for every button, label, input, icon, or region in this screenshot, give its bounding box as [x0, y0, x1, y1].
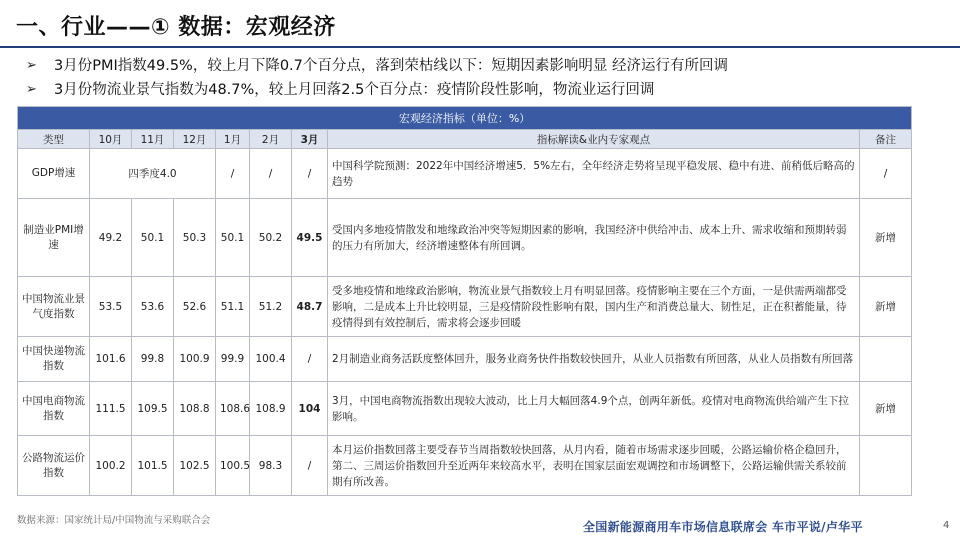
bullet-text: 3月份物流业景气指数为48.7%，较上月回落2.5个百分点：疫情阶段性影响，物流业运行回调	[54, 82, 655, 98]
arrow-bullet-icon: ➢	[26, 82, 37, 97]
cell-value: 111.5	[90, 382, 132, 436]
cell-value: /	[216, 149, 250, 199]
row-type: 中国物流业景气度指数	[18, 277, 90, 337]
column-header: 12月	[174, 130, 216, 149]
bullet-item	[26, 78, 728, 102]
table-row	[18, 382, 912, 436]
table-caption: 宏观经济指标（单位：%）	[18, 107, 912, 130]
column-header: 1月	[216, 130, 250, 149]
title-divider	[0, 46, 960, 48]
cell-value: /	[250, 149, 292, 199]
cell-value: 108.9	[250, 382, 292, 436]
bullet-item	[26, 54, 728, 78]
row-type: 制造业PMI增速	[18, 199, 90, 277]
cell-value: 100.2	[90, 436, 132, 496]
row-type: 中国快递物流指数	[18, 337, 90, 382]
cell-value: 52.6	[174, 277, 216, 337]
cell-value: 102.5	[174, 436, 216, 496]
cell-description: 中国科学院预测：2022年中国经济增速5．5%左右，全年经济走势将呈现平稳发展、稳中有进、前稍低后略高的趋势	[328, 149, 860, 199]
page-number: 4	[943, 520, 950, 531]
cell-note: 新增	[860, 277, 912, 337]
cell-note	[860, 337, 912, 382]
column-header-current-month: 3月	[292, 130, 328, 149]
cell-value: 98.3	[250, 436, 292, 496]
column-header: 11月	[132, 130, 174, 149]
cell-value-current: 104	[292, 382, 328, 436]
page-title: 一、行业——① 数据：宏观经济	[16, 15, 336, 40]
cell-note: 新增	[860, 199, 912, 277]
arrow-bullet-icon: ➢	[26, 58, 37, 73]
cell-value: 49.2	[90, 199, 132, 277]
cell-value: 50.1	[132, 199, 174, 277]
cell-value: 99.9	[216, 337, 250, 382]
cell-value: 50.3	[174, 199, 216, 277]
cell-value-current: /	[292, 436, 328, 496]
column-header: 10月	[90, 130, 132, 149]
cell-value: 四季度4.0	[90, 149, 216, 199]
cell-value: 99.8	[132, 337, 174, 382]
column-header: 2月	[250, 130, 292, 149]
cell-note: /	[860, 149, 912, 199]
cell-value: 108.6	[216, 382, 250, 436]
table-row	[18, 337, 912, 382]
cell-value: 101.6	[90, 337, 132, 382]
cell-value-current: 48.7	[292, 277, 328, 337]
cell-value: 53.6	[132, 277, 174, 337]
data-source-note: 数据来源：国家统计局/中国物流与采购联合会	[17, 515, 211, 526]
cell-value: 100.9	[174, 337, 216, 382]
row-type: 公路物流运价指数	[18, 436, 90, 496]
bullet-list	[26, 54, 728, 102]
cell-value: 100.4	[250, 337, 292, 382]
footer-credit: 全国新能源商用车市场信息联席会 车市平说/卢华平	[583, 520, 863, 534]
cell-note: 新增	[860, 382, 912, 436]
macro-indicator-table	[17, 106, 912, 496]
cell-description: 受多地疫情和地缘政治影响，物流业景气指数较上月有明显回落。疫情影响主要在三个方面，一是供需两端都受影响，二是成本上升比较明显，三是疫情阶段性影响有限，国内生产和消费总量大、韧性足，正在积蓄能量，待疫情得到有效控制后，需求将会逐步回暖	[328, 277, 860, 337]
cell-value: 53.5	[90, 277, 132, 337]
cell-description: 2月制造业商务活跃度整体回升，服务业商务快件指数较快回升，从业人员指数有所回落，从业人员指数有所回落	[328, 337, 860, 382]
cell-value: 51.1	[216, 277, 250, 337]
cell-description: 受国内多地疫情散发和地缘政治冲突等短期因素的影响，我国经济中供给冲击、成本上升、需求收缩和预期转弱的压力有所加大，经济增速整体有所回调。	[328, 199, 860, 277]
cell-value: 101.5	[132, 436, 174, 496]
cell-description: 本月运价指数回落主要受春节当周指数较快回落，从月内看，随着市场需求逐步回暖，公路运输价格企稳回升，第二、三周运价指数回升至近两年来较高水平，表明在国家层面宏观调控和市场调整下，公路运输供需关系较前期有所改善。	[328, 436, 860, 496]
cell-value: 109.5	[132, 382, 174, 436]
column-header: 类型	[18, 130, 90, 149]
table-header-row	[18, 130, 912, 149]
table-row	[18, 436, 912, 496]
row-type: GDP增速	[18, 149, 90, 199]
cell-value: 100.5	[216, 436, 250, 496]
column-header: 指标解读&业内专家观点	[328, 130, 860, 149]
table-row	[18, 277, 912, 337]
cell-note	[860, 436, 912, 496]
cell-value: /	[292, 149, 328, 199]
cell-value-current: /	[292, 337, 328, 382]
table-row	[18, 199, 912, 277]
cell-value: 50.2	[250, 199, 292, 277]
column-header: 备注	[860, 130, 912, 149]
cell-description: 3月，中国电商物流指数出现较大波动，比上月大幅回落4.9个点，创两年新低。疫情对电商物流供给端产生下拉影响。	[328, 382, 860, 436]
table-row	[18, 149, 912, 199]
cell-value-current: 49.5	[292, 199, 328, 277]
row-type: 中国电商物流指数	[18, 382, 90, 436]
cell-value: 51.2	[250, 277, 292, 337]
cell-value: 108.8	[174, 382, 216, 436]
cell-value: 50.1	[216, 199, 250, 277]
bullet-text: 3月份PMI指数49.5%，较上月下降0.7个百分点，落到荣枯线以下：短期因素影响明显 经济运行有所回调	[54, 58, 728, 74]
